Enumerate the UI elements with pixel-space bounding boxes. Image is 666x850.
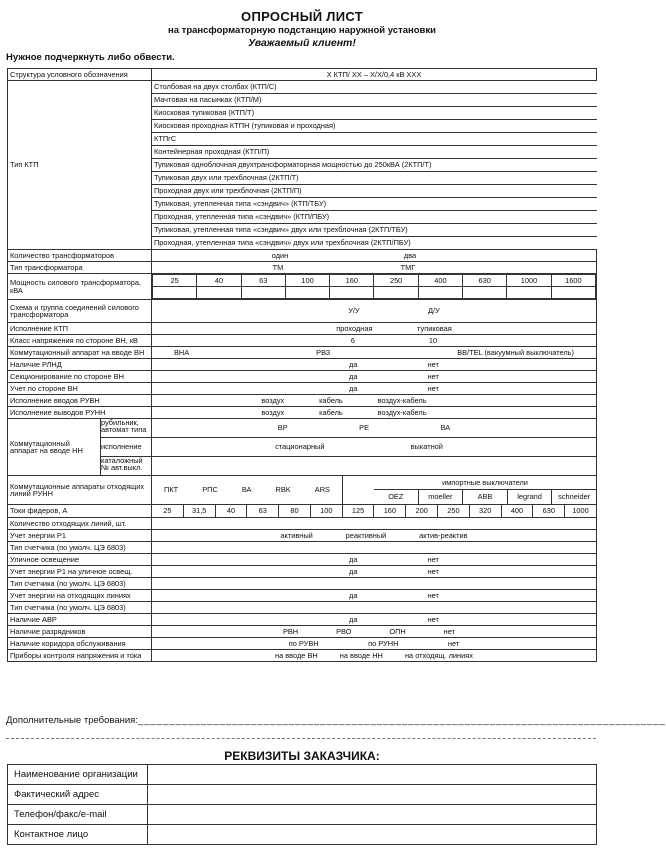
instruction: Нужное подчеркнуть либо обвести.	[6, 52, 175, 63]
option-tm[interactable]: ТМ	[272, 262, 284, 272]
option-withdrawable[interactable]: выкатной	[410, 442, 443, 452]
catalog-number-field[interactable]	[152, 457, 596, 475]
additional-requirements: Дополнительные требования:____________________________________________________________________________________	[6, 715, 666, 726]
row-option[interactable]: по РУНН	[368, 638, 399, 648]
row-options[interactable]	[152, 578, 597, 590]
option-6kv[interactable]: 6	[350, 335, 356, 345]
power-option[interactable]: 63	[241, 275, 285, 287]
row-label: Учет энергии Р1	[8, 530, 152, 542]
switch-nn-cell	[8, 419, 152, 476]
row-options[interactable]	[152, 614, 597, 626]
section-vn-label: Секционирование по стороне ВН	[8, 371, 152, 383]
current-option[interactable]: 1000	[564, 505, 596, 517]
transformers-count-label: Количество трансформаторов	[8, 250, 152, 262]
row-option[interactable]: нет	[447, 638, 460, 648]
option-air-cable[interactable]: воздух-кабель	[377, 407, 427, 417]
ktp-option[interactable]: Тупиковая, утепленная типа «сэндвич» двух или трехблочная (2КТП/ТБУ)	[152, 224, 597, 237]
row-options[interactable]	[152, 518, 597, 530]
option-passthrough[interactable]: проходная	[336, 323, 373, 333]
row-options[interactable]	[152, 638, 597, 650]
row-label: Учет энергии на отходящих линиях	[8, 590, 152, 602]
option-cable[interactable]: кабель	[319, 395, 343, 405]
row-option[interactable]: РВН	[282, 626, 299, 636]
questionnaire-table	[7, 68, 597, 662]
current-option[interactable]: 63	[246, 505, 278, 517]
requisite-label: Наименование организации	[8, 765, 148, 785]
row-option[interactable]: да	[349, 614, 358, 624]
row-options[interactable]	[152, 530, 597, 542]
greeting: Уважаемый клиент!	[248, 37, 356, 49]
form-row	[8, 650, 597, 662]
option-two[interactable]: два	[403, 250, 417, 260]
power-grid	[152, 274, 596, 299]
option-no[interactable]: нет	[427, 359, 439, 369]
ktp-option[interactable]: Киосковая тупиковая (КТП/Т)	[152, 107, 597, 120]
current-option[interactable]: 160	[373, 505, 405, 517]
row-option[interactable]: на вводе ВН	[275, 650, 318, 660]
feeder-type-option[interactable]: RBK	[275, 485, 291, 495]
current-option[interactable]: 31,5	[183, 505, 215, 517]
switch-vn-label: Коммутационный аппарат на вводе ВН	[8, 347, 152, 359]
additional-label: Дополнительные требования:	[6, 715, 138, 726]
ktp-option[interactable]: Столбовая на двух столбах (КТП/С)	[152, 81, 597, 94]
ktp-row	[8, 81, 597, 250]
option-tmg[interactable]: ТМГ	[400, 262, 416, 272]
power-option[interactable]: 630	[463, 275, 507, 287]
power-cell[interactable]	[551, 287, 595, 299]
brand-option[interactable]: schneider	[551, 490, 596, 504]
form-row	[8, 554, 597, 566]
power-cell[interactable]	[507, 287, 551, 299]
row-option[interactable]: ОПН	[389, 626, 406, 636]
requisite-field[interactable]	[148, 765, 597, 785]
option-no[interactable]: нет	[427, 383, 439, 393]
power-option[interactable]: 100	[285, 275, 329, 287]
current-option[interactable]: 320	[469, 505, 501, 517]
voltage-label: Класс напряжения по стороне ВН, кВ	[8, 335, 152, 347]
form-row	[8, 590, 597, 602]
feeder-type-option[interactable]: ARS	[314, 485, 330, 495]
option-yes[interactable]: да	[349, 371, 358, 381]
current-option[interactable]: 80	[278, 505, 310, 517]
option-yes[interactable]: да	[349, 383, 358, 393]
execution-label: Исполнение КТП	[8, 323, 152, 335]
row-option[interactable]: по РУВН	[288, 638, 319, 648]
current-option[interactable]: 200	[405, 505, 437, 517]
inputs-ruvn-label: Исполнение вводов РУВН	[8, 395, 152, 407]
current-option[interactable]: 630	[532, 505, 564, 517]
option-re[interactable]: РЕ	[359, 423, 370, 433]
form-row	[8, 602, 597, 614]
feeders-label: Коммутационные аппараты отходящих линий РУНН	[8, 476, 152, 505]
row-option[interactable]: да	[349, 554, 358, 564]
divider	[6, 738, 596, 739]
row-options[interactable]	[152, 542, 597, 554]
scheme-label: Схема и группа соединений силового трансформатора	[8, 300, 152, 323]
ktp-option[interactable]: Тупиковая одноблочная двухтрансформаторная мощностью до 250кВА (2КТП/Т)	[152, 159, 597, 172]
option-one[interactable]: один	[271, 250, 289, 260]
power-cell[interactable]	[330, 287, 374, 299]
option-yes[interactable]: да	[349, 359, 358, 369]
requisite-label: Фактический адрес	[8, 785, 148, 805]
requisite-field[interactable]	[148, 805, 597, 825]
form-row	[8, 578, 597, 590]
form-row	[8, 614, 597, 626]
row-label: Наличие разрядников	[8, 626, 152, 638]
power-cell[interactable]	[241, 287, 285, 299]
row-label: Тип счетчика (по умолч. ЦЭ 6803)	[8, 602, 152, 614]
option-air[interactable]: воздух	[261, 395, 285, 405]
power-label: Мощность силового трансформатора, кВА	[8, 274, 152, 300]
transformer-type-label: Тип трансформатора	[8, 262, 152, 274]
option-10kv[interactable]: 10	[428, 335, 438, 345]
ktp-options	[152, 81, 597, 249]
switch-nn-r3: каталожный № авт.выкл.	[101, 456, 143, 473]
row-label: Учет энергии Р1 на уличное освещ.	[8, 566, 152, 578]
form-row	[8, 542, 597, 554]
power-cell[interactable]	[285, 287, 329, 299]
row-option[interactable]: на отходящ. линиях	[404, 650, 473, 660]
structure-value: X КТП/ XX – X/X/0,4 кВ XXX	[152, 69, 597, 81]
option-vna[interactable]: ВНА	[174, 347, 190, 357]
ktp-option[interactable]: Киосковая проходная КТПН (тупиковая и проходная)	[152, 120, 597, 133]
row-label: Тип счетчика (по умолч. ЦЭ 6803)	[8, 578, 152, 590]
option-stationary[interactable]: стационарный	[275, 442, 325, 452]
requisites-title: РЕКВИЗИТЫ ЗАКАЗЧИКА:	[224, 749, 380, 763]
row-option[interactable]: нет	[427, 614, 439, 624]
current-option[interactable]: 100	[310, 505, 342, 517]
requisite-field[interactable]	[148, 785, 597, 805]
power-option[interactable]: 1000	[507, 275, 551, 287]
option-vr[interactable]: ВР	[277, 423, 288, 433]
power-cell[interactable]	[374, 287, 418, 299]
row-option[interactable]: да	[349, 566, 358, 576]
brand-option[interactable]: OEZ	[388, 492, 404, 501]
row-option[interactable]: реактивный	[345, 530, 387, 540]
row-option[interactable]: на вводе НН	[339, 650, 383, 660]
row-label: Уличное освещение	[8, 554, 152, 566]
row-option[interactable]: РВО	[336, 626, 352, 636]
feeder-type-option[interactable]: РПС	[202, 485, 218, 495]
row-options[interactable]	[152, 602, 597, 614]
row-option[interactable]: нет	[443, 626, 455, 636]
option-va[interactable]: ВА	[440, 423, 451, 433]
page-title: ОПРОСНЫЙ ЛИСТ	[241, 9, 363, 24]
brand-option[interactable]: legrand	[507, 490, 552, 504]
option-dy[interactable]: Д/У	[428, 306, 440, 316]
feeder-current-label: Токи фидеров, А	[8, 505, 152, 518]
feeder-type-option[interactable]: ПКТ	[164, 485, 179, 495]
option-air[interactable]: воздух	[261, 407, 285, 417]
row-label: Тип счетчика (по умолч. ЦЭ 6803)	[8, 542, 152, 554]
row-option[interactable]: активный	[280, 530, 313, 540]
row-option[interactable]: актив-реактив	[419, 530, 468, 540]
form-row	[8, 518, 597, 530]
row-options[interactable]	[152, 554, 597, 566]
requisite-field[interactable]	[148, 825, 597, 845]
power-option[interactable]: 250	[374, 275, 418, 287]
current-option[interactable]: 40	[215, 505, 247, 517]
power-option[interactable]: 1600	[551, 275, 595, 287]
row-options[interactable]	[152, 626, 597, 638]
requisite-label: Контактное лицо	[8, 825, 148, 845]
option-deadend[interactable]: тупиковая	[417, 323, 452, 333]
ktp-option[interactable]: КТПгС	[152, 133, 597, 146]
option-rvz[interactable]: РВЗ	[316, 347, 331, 357]
ktp-option[interactable]: Проходная, утепленная типа «сэндвич» (КТП/ПБУ)	[152, 211, 597, 224]
ktp-label: Тип КТП	[8, 81, 152, 250]
form-row	[8, 530, 597, 542]
power-cell[interactable]	[463, 287, 507, 299]
power-option[interactable]: 40	[197, 275, 241, 287]
row-options[interactable]	[152, 650, 597, 662]
switch-nn-r1: рубильник, автомат типа	[101, 419, 151, 438]
ktp-option[interactable]: Тупиковая двух или трехблочная (2КТП/Т)	[152, 172, 597, 185]
ktp-option[interactable]: Контейнерная проходная (КТП/П)	[152, 146, 597, 159]
row-option[interactable]: да	[349, 590, 358, 600]
option-air-cable[interactable]: воздух-кабель	[377, 395, 427, 405]
option-cable[interactable]: кабель	[319, 407, 343, 417]
feeder-type-option[interactable]: ВА	[241, 485, 252, 495]
power-option[interactable]: 400	[418, 275, 462, 287]
row-options[interactable]	[152, 590, 597, 602]
outputs-ruvn-label: Исполнение выводов РУНН	[8, 407, 152, 419]
form-row	[8, 566, 597, 578]
requisite-label: Телефон/факс/e-mail	[8, 805, 148, 825]
power-option[interactable]: 160	[330, 275, 374, 287]
structure-label: Структура условного обозначения	[8, 69, 152, 81]
form-row	[8, 626, 597, 638]
switch-nn-r2: исполнение	[101, 438, 151, 457]
rlnd-label: Наличие РЛНД	[8, 359, 152, 371]
ktp-option[interactable]: Мачтовая на пасынках (КТП/М)	[152, 94, 597, 107]
power-option[interactable]: 25	[153, 275, 197, 287]
row-label: Наличие АВР	[8, 614, 152, 626]
power-cell[interactable]	[197, 287, 241, 299]
power-cell[interactable]	[153, 287, 197, 299]
current-option[interactable]: 125	[342, 505, 374, 517]
option-no[interactable]: нет	[427, 371, 439, 381]
row-label: Наличие коридора обслуживания	[8, 638, 152, 650]
option-bb-tel[interactable]: BB/TEL (вакуумный выключатель)	[457, 347, 574, 357]
power-cell[interactable]	[418, 287, 462, 299]
row-label: Приборы контроля напряжения и тока	[8, 650, 152, 662]
ktp-option[interactable]: Проходная, утепленная типа «сэндвич» двух или трехблочная (2КТП/ПБУ)	[154, 238, 411, 247]
option-yy[interactable]: У/У	[348, 306, 360, 316]
ktp-option[interactable]: Проходная двух или трехблочная (2КТП/П)	[152, 185, 597, 198]
page-subtitle: на трансформаторную подстанцию наружной установки	[168, 25, 436, 36]
current-option[interactable]: 250	[437, 505, 469, 517]
row-option[interactable]: нет	[427, 554, 439, 564]
brand-option[interactable]: moeller	[418, 490, 463, 504]
current-option[interactable]: 400	[501, 505, 533, 517]
requisites-table	[7, 764, 597, 845]
switch-nn-label: Коммутационный аппарат на вводе НН	[8, 419, 101, 475]
row-option[interactable]: нет	[427, 566, 439, 576]
brand-option[interactable]: ABB	[462, 490, 507, 504]
row-option[interactable]: нет	[427, 590, 439, 600]
imported-label: импортные выключатели	[374, 476, 596, 490]
metering-vn-label: Учет по стороне ВН	[8, 383, 152, 395]
row-options[interactable]	[152, 566, 597, 578]
row-label: Количество отходящих линий, шт.	[8, 518, 152, 530]
form-row	[8, 638, 597, 650]
current-option[interactable]: 25	[163, 506, 172, 515]
ktp-option[interactable]: Тупиковая, утепленная типа «сэндвич» (КТП/ТБУ)	[152, 198, 597, 211]
